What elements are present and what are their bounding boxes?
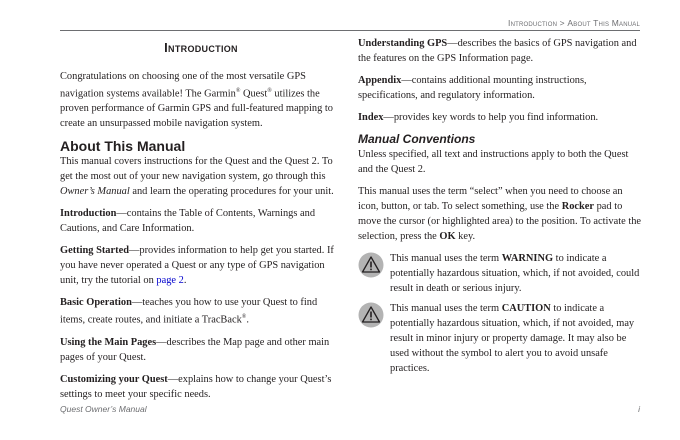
about-paragraph [60,154,342,199]
caution-note [358,301,644,376]
item-introduction [60,206,342,236]
item-head: Basic Operation [60,297,132,309]
intro-text-1: Congratulations on choosing one of the most versatile GPS navigation systems available! The Garmin [60,71,306,100]
item-head: Understanding GPS [358,38,448,49]
item-basic-operation [60,295,342,327]
item-text: —provides information to help get you started. If you have never operated a Quest or any type of GPS navigation unit, try the tutorial on [60,245,334,287]
right-column [358,36,644,381]
item-index [358,110,644,125]
conventions-paragraph-2 [358,184,644,244]
warning-term: WARNING [501,253,554,264]
rocker-term: Rocker [561,201,595,212]
intro-text-3: utilizes the proven performance of Garmin GPS and full-featured mapping to create an unsurpassed mobile navigation system. [60,88,333,130]
item-text: —explains how to change your Quest’s settings to meet your specific needs. [60,373,332,400]
item-text: —contains the Table of Contents, Warnings and Cautions, and Care Information. [60,208,316,235]
item-appendix [358,73,644,103]
footer-page-number: i [638,404,640,414]
warning-text [390,251,644,296]
item-text: —provides key words to help you find information. [383,112,599,123]
running-head [508,18,640,28]
caution-term: CAUTION [501,303,551,314]
conventions-paragraph-1: Unless specified, all text and instructions apply to both the Quest and the Quest 2. [358,149,629,175]
running-head-page: About This Manual [567,18,640,28]
section-title: Introduction [164,40,238,55]
item-head: Introduction [60,208,117,220]
conventions-heading: Manual Conventions [358,132,476,146]
item-text: —describes the basics of GPS navigation and the features on the GPS Information page. [358,38,637,64]
registered-mark: ® [235,88,241,94]
item-getting-started [60,243,342,288]
about-heading: About This Manual [60,138,186,155]
conv-text-c: key. [455,231,476,242]
item-head: Customizing your Quest [60,373,168,385]
item-tail: . [183,275,187,287]
ok-term: OK [439,231,456,242]
owners-manual-em: Owner’s Manual [60,186,130,198]
running-head-separator: > [557,18,568,28]
caution-text-b: to indicate a potentially hazardous situation, which, if not avoided, may result in minor injury or property damage. It may also be used without the symbol to alert you to avoid unsafe practices. [390,303,635,374]
warning-icon [358,252,384,278]
item-head: Index [358,112,384,123]
footer-manual-name: Quest Owner’s Manual [60,404,147,414]
item-text: —contains additional mounting instructions, specifications, and regulatory information. [358,75,587,101]
item-understanding-gps [358,36,644,66]
item-head: Getting Started [60,245,129,257]
warning-text-a: This manual uses the term [390,253,502,264]
running-head-section: Introduction [508,18,558,28]
item-text: —describes the Map page and other main pages of your Quest. [60,336,330,363]
registered-mark: ® [241,314,247,321]
warning-text-b: to indicate a potentially hazardous situation, which, if not avoided, could result in death or serious injury. [390,253,640,294]
intro-text-2: Quest [240,88,268,100]
item-main-pages [60,335,342,365]
page-2-link[interactable]: page 2 [156,275,184,287]
item-text: —teaches you how to use your Quest to find items, create routes, and initiate a TracBack [60,297,318,326]
item-head: Using the Main Pages [60,336,157,348]
left-column [60,36,342,409]
conv-text-b: pad to move the cursor (or highlighted area) to the position. To activate the selection, press the [358,201,642,242]
intro-paragraph [60,69,342,131]
item-tail: . [246,314,249,326]
about-text-2: and learn the operating procedures for your unit. [129,186,334,198]
caution-text [390,301,644,376]
item-head: Appendix [358,75,402,86]
warning-note [358,251,644,296]
caution-text-a: This manual uses the term [390,303,502,314]
item-customizing [60,372,342,402]
about-text-1: This manual covers instructions for the Quest and the Quest 2. To get the most out of your new navigation system, go through this [60,156,333,183]
caution-icon [358,302,384,328]
conv-text-a: This manual uses the term “select” when you need to choose an icon, button, or tab. To select something, use the [358,186,623,212]
header-rule [60,30,640,31]
registered-mark: ® [267,88,272,94]
